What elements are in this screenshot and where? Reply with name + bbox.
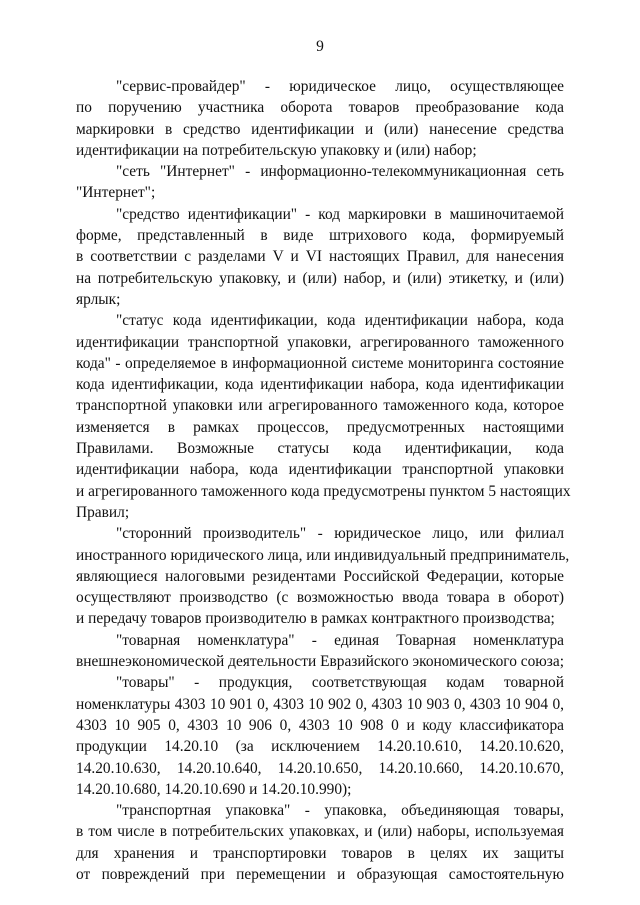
definition-paragraph xyxy=(76,672,564,800)
text-line: на потребительскую упаковку, и (или) набор, и (или) этикетку, и (или) xyxy=(76,269,564,287)
text-line: "средство идентификации" - код маркировки в машиночитаемой xyxy=(116,205,564,223)
text-line: и передачу товаров производителю в рамках контрактного производства; xyxy=(76,610,555,628)
definition-paragraph xyxy=(76,310,571,523)
text-line: "товары" - продукция, соответствующая кодам товарной xyxy=(116,674,564,692)
text-line: маркировки в средство идентификации и (или) нанесение средства xyxy=(76,120,564,138)
text-line: в соответствии с разделами V и VI настоящих Правил, для нанесения xyxy=(76,248,564,266)
definition-paragraph xyxy=(76,161,564,204)
text-line: идентификации на потребительскую упаковку и (или) набор; xyxy=(76,141,477,159)
text-line: "Интернет"; xyxy=(76,184,156,202)
definition-paragraph xyxy=(76,800,564,885)
text-line: транспортной упаковки или агрегированного таможенного кода, которое xyxy=(76,397,564,415)
definition-paragraph xyxy=(76,204,564,310)
definition-paragraph xyxy=(76,76,564,161)
text-line: кода" - определяемое в информационной системе мониторинга состояние xyxy=(76,354,564,372)
text-line: "товарная номенклатура" - единая Товарная номенклатура xyxy=(116,631,564,649)
text-line: кода идентификации, кода идентификации набора, кода идентификации xyxy=(76,376,564,394)
text-line: "статус кода идентификации, кода идентификации набора, кода xyxy=(116,312,564,330)
definition-paragraph xyxy=(76,523,570,629)
text-line: "сторонний производитель" - юридическое лицо, или филиал xyxy=(116,525,564,543)
page-number: 9 xyxy=(316,38,324,55)
text-line: продукции 14.20.10 (за исключением 14.20.10.610, 14.20.10.620, xyxy=(76,738,564,756)
text-line: для хранения и транспортировки товаров в целях их защиты xyxy=(76,844,564,862)
text-line: ярлык; xyxy=(76,290,121,308)
text-line: форме, представленный в виде штрихового кода, формируемый xyxy=(76,227,564,245)
text-line: Правилами. Возможные статусы кода идентификации, кода xyxy=(76,440,564,458)
text-line: 4303 10 905 0, 4303 10 906 0, 4303 10 908 0 и коду классификатора xyxy=(76,716,564,734)
text-line: осуществляют производство (с возможностью ввода товара в оборот) xyxy=(76,589,564,607)
text-line: номенклатуры 4303 10 901 0, 4303 10 902 0, 4303 10 903 0, 4303 10 904 0, xyxy=(76,695,564,713)
text-line: изменяется в рамках процессов, предусмотренных настоящими xyxy=(76,418,564,436)
text-line: 14.20.10.680, 14.20.10.690 и 14.20.10.990); xyxy=(76,780,352,798)
text-line: и агрегированного таможенного кода предусмотрены пунктом 5 настоящих xyxy=(76,482,571,500)
text-line: 14.20.10.630, 14.20.10.640, 14.20.10.650, 14.20.10.660, 14.20.10.670, xyxy=(76,759,564,777)
text-line: "сеть "Интернет" - информационно-телекоммуникационная сеть xyxy=(116,163,564,181)
text-line: являющиеся налоговыми резидентами Российской Федерации, которые xyxy=(76,567,564,585)
text-line: внешнеэкономической деятельности Евразийского экономического союза; xyxy=(76,653,564,671)
text-line: идентификации транспортной упаковки, агрегированного таможенного xyxy=(76,333,564,351)
text-line: Правил; xyxy=(76,503,130,521)
text-line: в том числе в потребительских упаковках, и (или) наборы, используемая xyxy=(76,823,564,841)
text-line: от повреждений при перемещении и образующая самостоятельную xyxy=(76,865,564,883)
definition-paragraph xyxy=(76,630,564,673)
text-line: "сервис-провайдер" - юридическое лицо, осуществляющее xyxy=(116,78,564,95)
document-body xyxy=(76,76,571,885)
text-line: иностранного юридического лица, или индивидуальный предприниматель, xyxy=(76,546,570,564)
text-line: идентификации набора, кода идентификации транспортной упаковки xyxy=(76,461,564,479)
text-line: по поручению участника оборота товаров преобразование кода xyxy=(76,99,564,117)
text-line: "транспортная упаковка" - упаковка, объединяющая товары, xyxy=(116,802,564,820)
